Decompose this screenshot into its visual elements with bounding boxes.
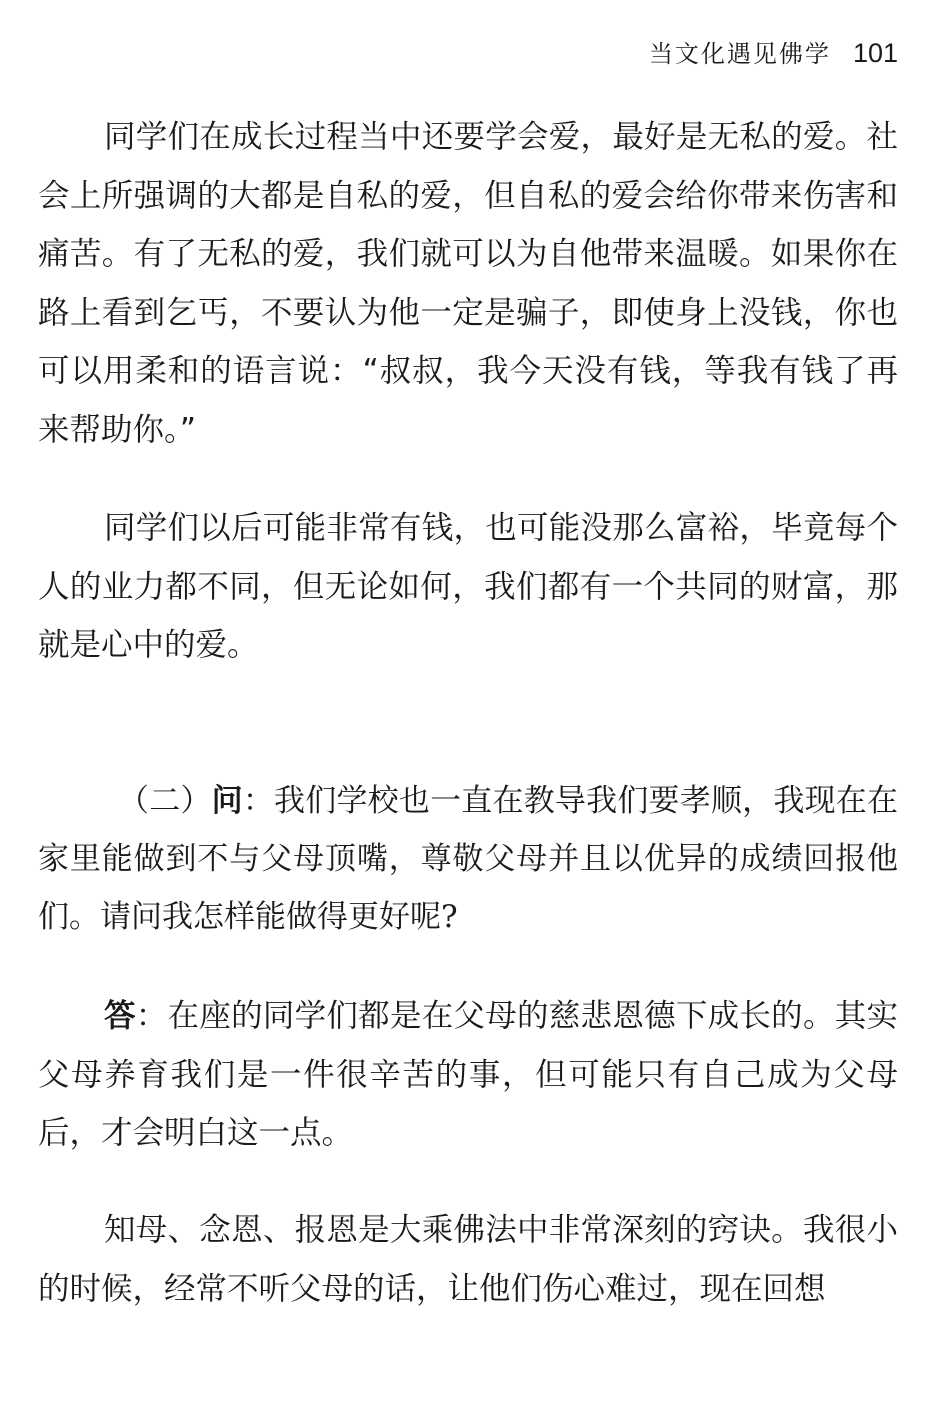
answer-paragraph xyxy=(38,987,898,1163)
book-title: 当文化遇见佛学 xyxy=(648,40,831,68)
question-paragraph xyxy=(38,772,898,946)
paragraph-shared-wealth: 同学们以后可能非常有钱，也可能没那么富裕，毕竟每个人的业力都不同，但无论如何，我们都有一个共同的财富，那就是心中的爱。 xyxy=(38,510,898,663)
running-header xyxy=(649,34,898,69)
answer-label: 答 xyxy=(104,997,136,1034)
question-label: 问 xyxy=(211,783,243,819)
question-text: ：我们学校也一直在教导我们要孝顺，我现在在家里能做到不与父母顶嘴，尊敬父母并且以优异的成绩回报他们。请问我怎样能做得更好呢? xyxy=(38,783,899,935)
question-number: （二） xyxy=(118,783,212,819)
paragraph-gratitude: 知母、念恩、报恩是大乘佛法中非常深刻的窍诀。我很小的时候，经常不听父母的话，让他们伤心难过，现在回想 xyxy=(38,1212,898,1307)
paragraph-selfless-love: 同学们在成长过程当中还要学会爱，最好是无私的爱。社会上所强调的大都是自私的爱，但自私的爱会给你带来伤害和痛苦。有了无私的爱，我们就可以为自他带来温暖。如果你在路上看到乞丐，不要认为他一定是骗子，即使身上没钱，你也可以用柔和的语言说：“叔叔，我今天没有钱，等我有钱了再来帮助你。” xyxy=(38,119,898,448)
answer-text: ：在座的同学们都是在父母的慈悲恩德下成长的。其实父母养育我们是一件很辛苦的事，但可能只有自己成为父母后，才会明白这一点。 xyxy=(38,998,898,1151)
page-number: 101 xyxy=(852,38,898,68)
